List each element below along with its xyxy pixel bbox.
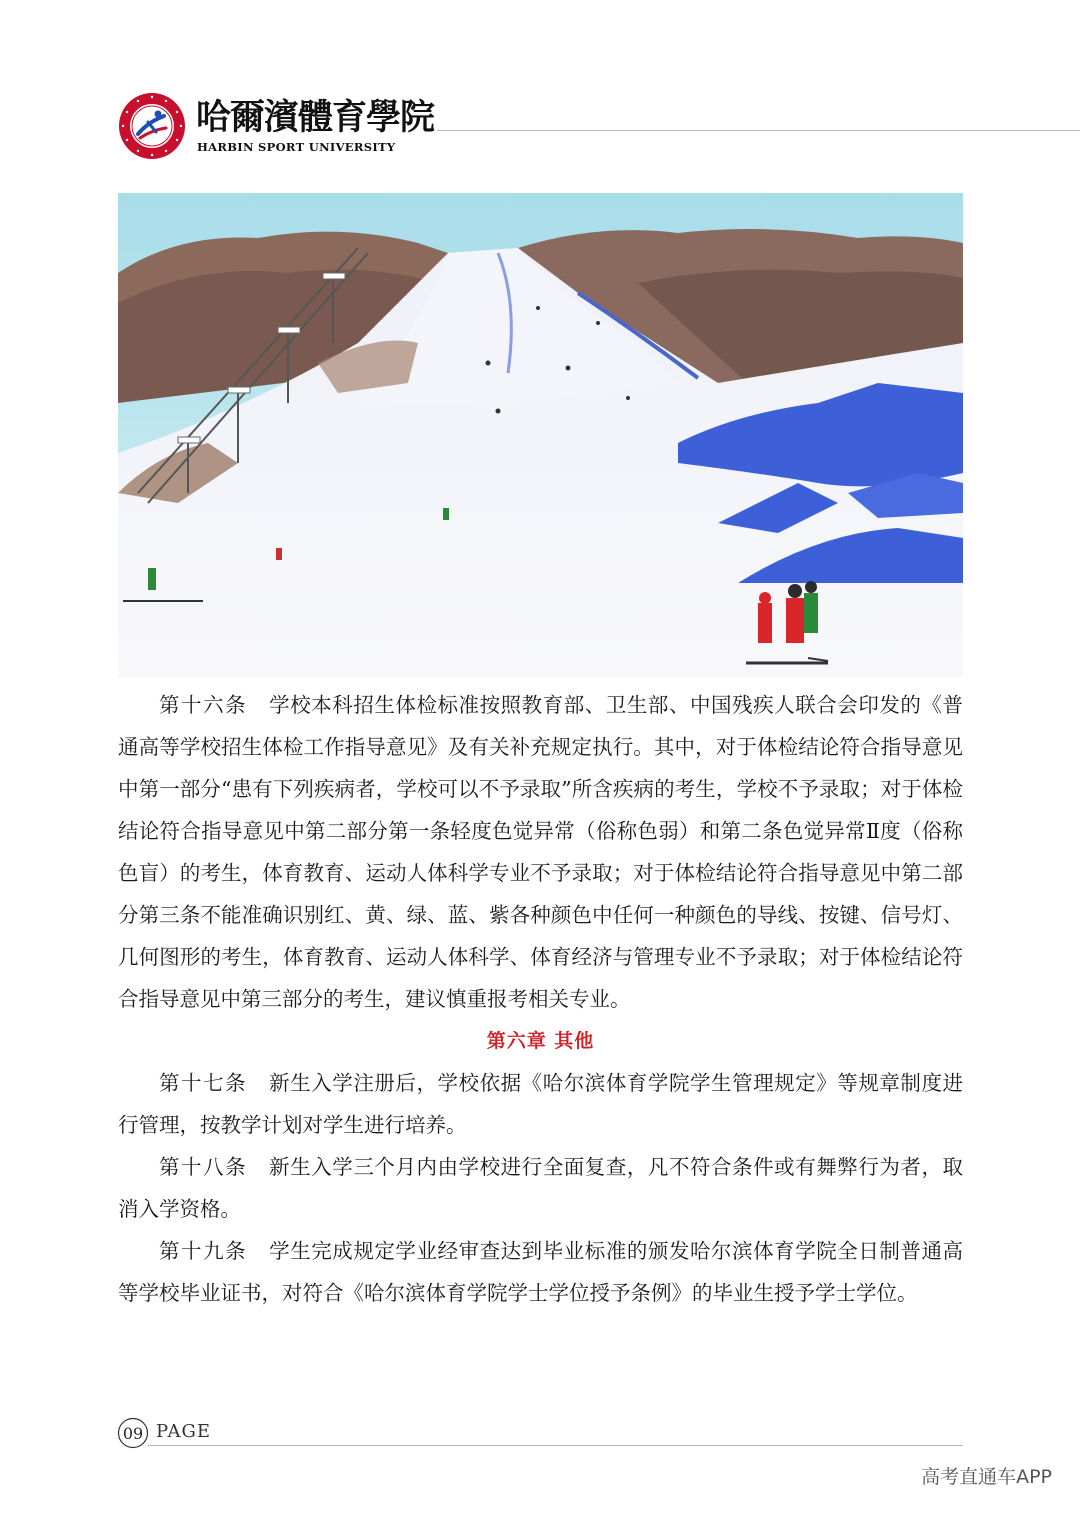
university-emblem-icon [118,92,186,160]
article-number: 第十六条 [159,693,248,717]
document-body [118,684,963,1314]
article-text: 新生入学注册后，学校依据《哈尔滨体育学院学生管理规定》等规章制度进行管理，按教学计划对学生进行培养。 [118,1071,964,1137]
article-number: 第十八条 [159,1155,248,1179]
page-number: 09 [122,1424,144,1443]
header-divider [437,130,1080,131]
article-16 [118,684,963,1020]
article-19 [118,1230,963,1314]
university-name-english: HARBIN SPORT UNIVERSITY [197,140,396,154]
page-number-badge [117,1417,149,1449]
footer-divider [148,1445,963,1446]
article-18 [118,1146,963,1230]
ski-resort-illustration-icon [118,193,963,678]
page-label: PAGE [156,1421,211,1442]
chapter-heading: 第六章 其他 [486,1030,595,1052]
article-text: 新生入学三个月内由学校进行全面复查，凡不符合条件或有舞弊行为者，取消入学资格。 [118,1155,964,1221]
article-number: 第十九条 [159,1239,248,1263]
article-text: 学生完成规定学业经审查达到毕业标准的颁发哈尔滨体育学院全日制普通高等学校毕业证书，对符合《哈尔滨体育学院学士学位授予条例》的毕业生授予学士学位。 [118,1239,964,1305]
watermark: 高考直通车APP [921,1466,1052,1488]
article-number: 第十七条 [159,1071,248,1095]
page-header [0,0,1080,180]
article-text: 学校本科招生体检标准按照教育部、卫生部、中国残疾人联合会印发的《普通高等学校招生体检工作指导意见》及有关补充规定执行。其中，对于体检结论符合指导意见中第一部分“患有下列疾病者，学校可以不予录取”所含疾病的考生，学校不予录取；对于体检结论符合指导意见中第二部分第一条轻度色觉异常（俗称色弱）和第二条色觉异常Ⅱ度（俗称色盲）的考生，体育教育、运动人体科学专业不予录取；对于体检结论符合指导意见中第二部分第三条不能准确识别红、黄、绿、蓝、紫各种颜色中任何一种颜色的导线、按键、信号灯、几何图形的考生，体育教育、运动人体科学、体育经济与管理专业不予录取；对于体检结论符合指导意见中第三部分的考生，建议慎重报考相关专业。 [118,693,964,1011]
article-17 [118,1062,963,1146]
university-name-chinese: 哈爾濱體育學院 [196,97,435,138]
